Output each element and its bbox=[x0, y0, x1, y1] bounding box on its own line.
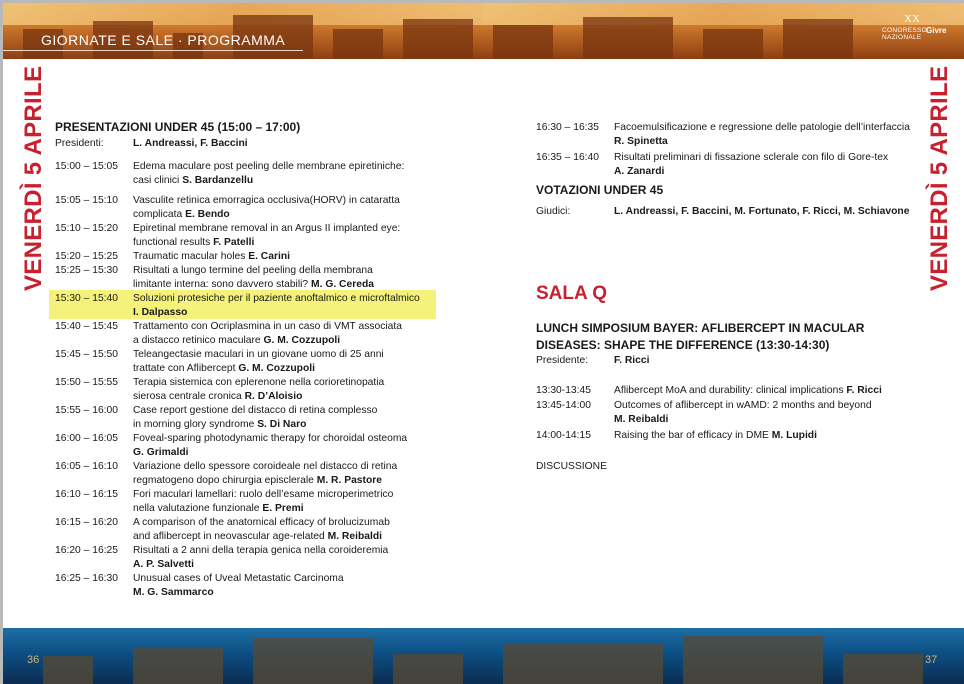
speaker-name: S. Bardanzellu bbox=[182, 175, 254, 186]
talk-title-line1 bbox=[614, 429, 817, 443]
speaker-name: R. Spinetta bbox=[614, 136, 668, 147]
page-number-left: 36 bbox=[27, 654, 40, 666]
talk-title-line1 bbox=[133, 222, 400, 236]
talk-title-cont: nella valutazione funzionale bbox=[133, 503, 263, 514]
time-slot: 16:30 – 16:35 bbox=[536, 122, 599, 133]
congress-logo: XX CONGRESSO NAZIONALE Givre bbox=[882, 13, 947, 41]
time-slot: 15:10 – 15:20 bbox=[55, 223, 118, 234]
presidents-names: L. Andreassi, F. Baccini bbox=[133, 138, 248, 149]
talk-title-line1 bbox=[133, 264, 373, 278]
talk-title-cont: trattate con Aflibercept bbox=[133, 363, 239, 374]
talk-title-line2 bbox=[133, 306, 187, 320]
speaker-name: A. Zanardi bbox=[614, 166, 665, 177]
talk-title-line2 bbox=[133, 530, 382, 544]
talk-title: Trattamento con Ocriplasmina in un caso di VMT associata bbox=[133, 321, 402, 332]
talk-title-line1 bbox=[133, 292, 420, 306]
talk-title-line2 bbox=[133, 236, 254, 250]
talk-title: Soluzioni protesiche per il paziente anoftalmico e microftalmico bbox=[133, 293, 420, 304]
talk-title: Teleangectasie maculari in un giovane uomo di 25 anni bbox=[133, 349, 384, 360]
talk-title: Facoemulsificazione e regressione delle patologie dell’interfaccia bbox=[614, 122, 910, 133]
talk-title: Outcomes of aflibercept in wAMD: 2 months and beyond bbox=[614, 400, 872, 411]
talk-title-line2 bbox=[133, 558, 194, 572]
talk-title-line1 bbox=[133, 348, 384, 362]
side-label-right: VENERDÌ 5 APRILE bbox=[926, 65, 953, 291]
lunch-title-line2: DISEASES: SHAPE THE DIFFERENCE (13:30-14:30) bbox=[536, 338, 830, 352]
talk-title: Risultati a 2 anni della terapia genica nella coroideremia bbox=[133, 545, 389, 556]
speaker-name: M. Reibaldi bbox=[327, 531, 382, 542]
header-divider bbox=[3, 50, 303, 51]
speaker-name: S. Di Naro bbox=[257, 419, 307, 430]
speaker-name: E. Bendo bbox=[185, 209, 230, 220]
speaker-name: M. R. Pastore bbox=[316, 475, 382, 486]
talk-title-line2 bbox=[133, 418, 306, 432]
talk-title-cont: functional results bbox=[133, 237, 214, 248]
talk-title-cont: complicata bbox=[133, 209, 186, 220]
talk-title-line2 bbox=[133, 446, 189, 460]
president-label: Presidente: bbox=[536, 355, 589, 366]
time-slot: 15:50 – 15:55 bbox=[55, 377, 118, 388]
talk-title: Terapia sistemica con eplerenone nella corioretinopatia bbox=[133, 377, 385, 388]
speaker-name: M. G. Cereda bbox=[311, 279, 374, 290]
talk-title-line2 bbox=[133, 174, 253, 188]
page-number-right: 37 bbox=[925, 654, 938, 666]
speaker-name: I. Dalpasso bbox=[133, 307, 188, 318]
lunch-title-line1: LUNCH SIMPOSIUM BAYER: AFLIBERCEPT IN MACULAR bbox=[536, 321, 865, 335]
speaker-name: R. D’Aloisio bbox=[244, 391, 303, 402]
talk-title-line2 bbox=[133, 390, 302, 404]
footer-banner-image bbox=[3, 628, 483, 684]
talk-title-line2 bbox=[133, 502, 304, 516]
talk-title-cont: regmatogeno dopo chirurgia episclerale bbox=[133, 475, 317, 486]
talk-title-line1 bbox=[133, 194, 400, 208]
time-slot: 15:25 – 15:30 bbox=[55, 265, 118, 276]
talk-title-line1 bbox=[133, 320, 402, 334]
sala-title: SALA Q bbox=[536, 283, 608, 304]
judges-names: L. Andreassi, F. Baccini, M. Fortunato, F. Ricci, M. Schiavone bbox=[614, 206, 910, 217]
time-slot: 16:35 – 16:40 bbox=[536, 152, 599, 163]
time-slot: 15:20 – 15:25 bbox=[55, 251, 118, 262]
speaker-name: M. Reibaldi bbox=[614, 414, 669, 425]
side-label-left: VENERDÌ 5 APRILE bbox=[20, 65, 47, 291]
speaker-name: E. Premi bbox=[262, 503, 304, 514]
speaker-name: F. Ricci bbox=[846, 385, 882, 396]
time-slot: 15:55 – 16:00 bbox=[55, 405, 118, 416]
talk-title-line2 bbox=[133, 362, 315, 376]
section-title: PRESENTAZIONI UNDER 45 (15:00 – 17:00) bbox=[55, 120, 301, 134]
speaker-name: G. M. Cozzupoli bbox=[263, 335, 341, 346]
time-slot: 14:00-14:15 bbox=[536, 430, 591, 441]
presidents-label: Presidenti: bbox=[55, 138, 104, 149]
time-slot: 15:40 – 15:45 bbox=[55, 321, 118, 332]
discussion-label: DISCUSSIONE bbox=[536, 461, 607, 472]
talk-title-line1 bbox=[133, 544, 388, 558]
talk-title-line1 bbox=[133, 572, 344, 586]
talk-title: Raising the bar of efficacy in DME bbox=[614, 430, 772, 441]
talk-title-cont: and aflibercept in neovascular age-related bbox=[133, 531, 328, 542]
time-slot: 15:05 – 15:10 bbox=[55, 195, 118, 206]
header-title: GIORNATE E SALE · PROGRAMMA bbox=[41, 32, 286, 48]
talk-title-line1 bbox=[133, 376, 384, 390]
time-slot: 16:20 – 16:25 bbox=[55, 545, 118, 556]
speaker-name: M. Lupidi bbox=[771, 430, 817, 441]
talk-title-cont: casi clinici bbox=[133, 175, 183, 186]
time-slot: 15:30 – 15:40 bbox=[55, 293, 118, 304]
talk-title: Vasculite retinica emorragica occlusiva(HORV) in cataratta bbox=[133, 195, 400, 206]
speaker-name: M. G. Sammarco bbox=[133, 587, 214, 598]
time-slot: 16:00 – 16:05 bbox=[55, 433, 118, 444]
talk-title: Epiretinal membrane removal in an Argus II implanted eye: bbox=[133, 223, 401, 234]
talk-title-cont: in morning glory syndrome bbox=[133, 419, 258, 430]
talk-title-cont: a distacco retinico maculare bbox=[133, 335, 264, 346]
talk-title: Unusual cases of Uveal Metastatic Carcinoma bbox=[133, 573, 344, 584]
talk-title-line1 bbox=[133, 160, 404, 174]
talk-title-line2 bbox=[133, 474, 382, 488]
talk-title-line2 bbox=[133, 208, 230, 222]
talk-title-line1 bbox=[614, 384, 882, 398]
time-slot: 13:30-13:45 bbox=[536, 385, 591, 396]
left-page bbox=[3, 3, 483, 684]
time-slot: 16:25 – 16:30 bbox=[55, 573, 118, 584]
time-slot: 15:45 – 15:50 bbox=[55, 349, 118, 360]
talk-title: Edema maculare post peeling delle membrane epiretiniche: bbox=[133, 161, 405, 172]
talk-title-line1 bbox=[133, 460, 397, 474]
speaker-name: A. P. Salvetti bbox=[133, 559, 195, 570]
talk-title-line1 bbox=[133, 250, 290, 264]
talk-title-line1 bbox=[133, 404, 377, 418]
talk-title: Risultati a lungo termine del peeling della membrana bbox=[133, 265, 373, 276]
speaker-name: G. Grimaldi bbox=[133, 447, 189, 458]
talk-title-cont: sierosa centrale cronica bbox=[133, 391, 245, 402]
time-slot: 13:45-14:00 bbox=[536, 400, 591, 411]
talk-title: Foveal-sparing photodynamic therapy for choroidal osteoma bbox=[133, 433, 408, 444]
talk-title-line2 bbox=[133, 586, 214, 600]
footer-banner-image-right bbox=[483, 628, 964, 684]
talk-title: Traumatic macular holes bbox=[133, 251, 249, 262]
talk-title: Risultati preliminari di fissazione sclerale con filo di Gore-tex bbox=[614, 152, 889, 163]
talk-title: Aflibercept MoA and durability: clinical implications bbox=[614, 385, 847, 396]
talk-title-line1 bbox=[614, 399, 872, 413]
talk-title-line1 bbox=[133, 488, 393, 502]
talk-title: Fori maculari lamellari: ruolo dell’esame microperimetrico bbox=[133, 489, 394, 500]
time-slot: 16:10 – 16:15 bbox=[55, 489, 118, 500]
talk-title: A comparison of the anatomical efficacy of brolucizumab bbox=[133, 517, 390, 528]
speaker-name: F. Patelli bbox=[213, 237, 255, 248]
time-slot: 16:15 – 16:20 bbox=[55, 517, 118, 528]
talk-title-line1 bbox=[133, 516, 390, 530]
speaker-name: E. Carini bbox=[248, 251, 290, 262]
time-slot: 15:00 – 15:05 bbox=[55, 161, 118, 172]
talk-title-line2 bbox=[133, 278, 374, 292]
judges-label: Giudici: bbox=[536, 206, 571, 217]
talk-title: Case report gestione del distacco di retina complesso bbox=[133, 405, 378, 416]
votazioni-title: VOTAZIONI UNDER 45 bbox=[536, 183, 664, 197]
talk-title-line1 bbox=[133, 432, 407, 446]
time-slot: 16:05 – 16:10 bbox=[55, 461, 118, 472]
talk-title: Variazione dello spessore coroideale nel distacco di retina bbox=[133, 461, 398, 472]
right-page bbox=[483, 3, 964, 684]
talk-title-cont: limitante interna: sono davvero stabili? bbox=[133, 279, 312, 290]
talk-title-line2 bbox=[133, 334, 340, 348]
speaker-name: G. M. Cozzupoli bbox=[238, 363, 315, 374]
president-name: F. Ricci bbox=[614, 355, 650, 366]
